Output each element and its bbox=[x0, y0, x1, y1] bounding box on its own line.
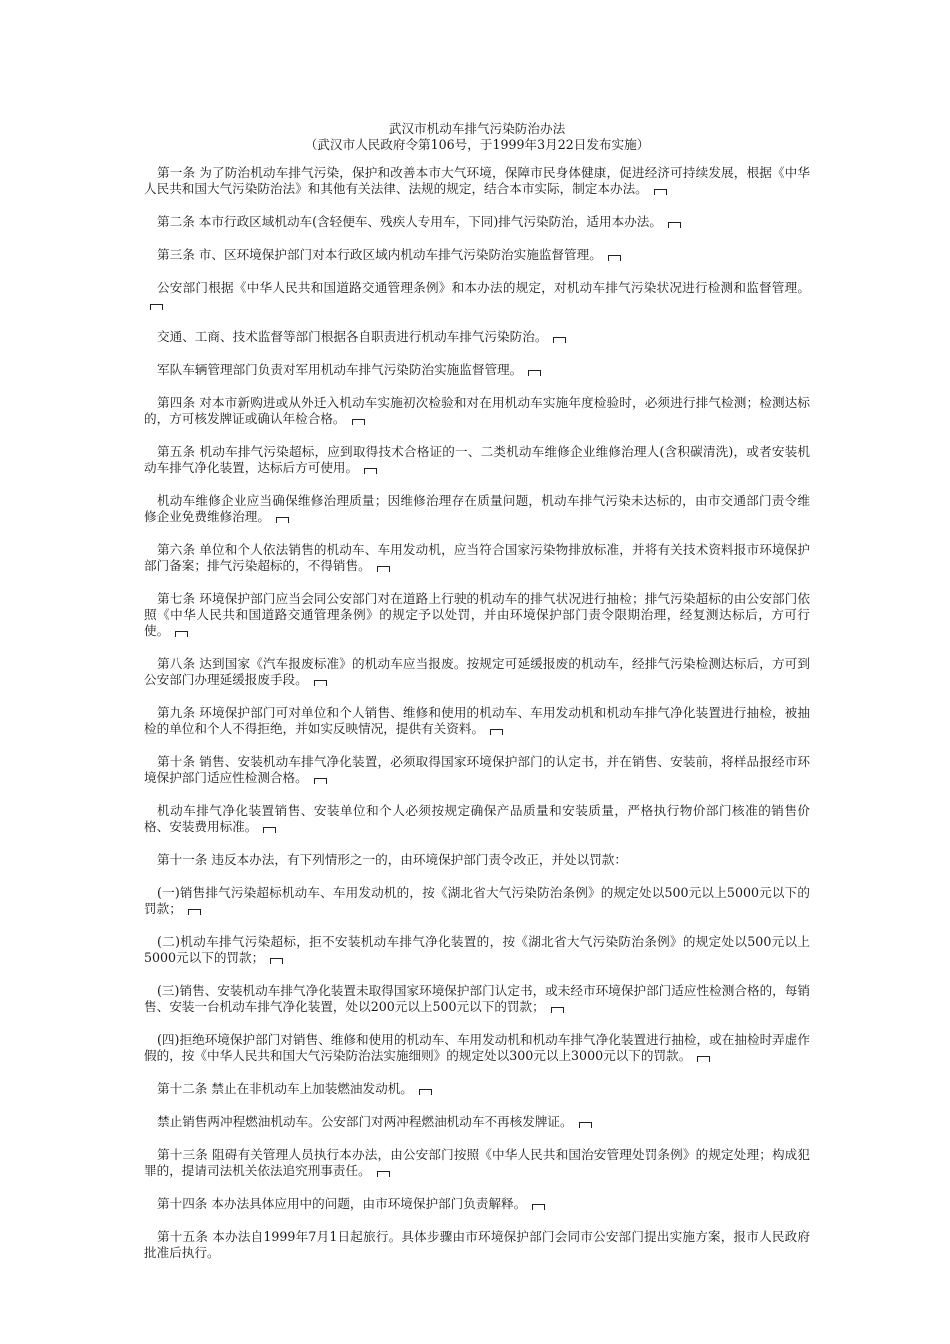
paragraph: 第十三条 阻碍有关管理人员执行本办法，由公安部门按照《中华人民共和国治安管理处罚条例》的规定处理；构成犯罪的，提请司法机关依法追究刑事责任。 bbox=[144, 1147, 810, 1178]
paragraph-mark-icon bbox=[276, 517, 289, 523]
paragraph: 第八条 达到国家《汽车报废标准》的机动车应当报废。按规定可延缓报废的机动车，经排气污染检测达标后，方可到公安部门办理延缓报废手段。 bbox=[144, 656, 810, 687]
paragraph-mark-icon bbox=[528, 370, 541, 376]
paragraph-mark-icon bbox=[314, 680, 327, 686]
paragraph-mark-icon bbox=[377, 566, 390, 572]
paragraph: 第十条 销售、安装机动车排气净化装置，必须取得国家环境保护部门的认定书，并在销售、安装前，将样品报经市环境保护部门适应性检测合格。 bbox=[144, 754, 810, 785]
paragraph-mark-icon bbox=[668, 222, 681, 228]
paragraph: 第十二条 禁止在非机动车上加装燃油发动机。 bbox=[144, 1081, 810, 1097]
paragraph: 第三条 市、区环境保护部门对本行政区域内机动车排气污染防治实施监督管理。 bbox=[144, 247, 810, 263]
paragraph-mark-icon bbox=[364, 468, 377, 474]
paragraph: 第十一条 违反本办法，有下列情形之一的，由环境保护部门责令改正，并处以罚款： bbox=[157, 852, 627, 867]
paragraph-mark-icon bbox=[377, 1171, 390, 1177]
paragraph-mark-icon bbox=[314, 778, 327, 784]
document-subtitle: （武汉市人民政府令第106号，于1999年3月22日发布实施） bbox=[304, 137, 650, 152]
paragraph-mark-icon bbox=[263, 827, 276, 833]
paragraph-mark-icon bbox=[579, 1122, 592, 1128]
paragraph-mark-icon bbox=[490, 729, 503, 735]
paragraph: (二)机动车排气污染超标，拒不安装机动车排气净化装置的，按《湖北省大气污染防治条例》的规定处以500元以上5000元以下的罚款； bbox=[144, 934, 810, 965]
paragraph-mark-icon bbox=[532, 1204, 545, 1210]
paragraph-mark-icon bbox=[175, 631, 188, 637]
paragraph: 第四条 对本市新购进或从外迁入机动车实施初次检验和对在用机动车实施年度检验时，必须进行排气检测；检测达标的，方可核发牌证或确认年检合格。 bbox=[144, 395, 810, 426]
paragraph-mark-icon bbox=[419, 1089, 432, 1095]
paragraph-mark-icon bbox=[553, 337, 566, 343]
paragraph-mark-icon bbox=[150, 304, 163, 310]
paragraph-mark-icon bbox=[654, 189, 667, 195]
paragraph: 第六条 单位和个人依法销售的机动车、车用发动机，应当符合国家污染物排放标准，并将有关技术资料报市环境保护部门备案；排气污染超标的，不得销售。 bbox=[144, 542, 810, 573]
paragraph: 第二条 本市行政区域机动车(含轻便车、残疾人专用车，下同)排气污染防治，适用本办法。 bbox=[144, 214, 810, 230]
paragraph-mark-icon bbox=[551, 1007, 564, 1013]
paragraph: 机动车维修企业应当确保维修治理质量；因维修治理存在质量问题，机动车排气污染未达标的，由市交通部门责令维修企业免费维修治理。 bbox=[144, 493, 810, 524]
paragraph: 第五条 机动车排气污染超标，应到取得技术合格证的一、二类机动车维修企业维修治理人(含积碳清洗)，或者安装机动车排气净化装置，达标后方可使用。 bbox=[144, 444, 810, 475]
paragraph-mark-icon bbox=[188, 909, 201, 915]
paragraph: 第十五条 本办法自1999年7月1日起旅行。具体步骤由市环境保护部门会同市公安部门提出实施方案，报市人民政府批准后执行。 bbox=[144, 1229, 810, 1260]
paragraph-mark-icon bbox=[608, 255, 621, 261]
paragraph: 交通、工商、技术监督等部门根据各自职责进行机动车排气污染防治。 bbox=[144, 329, 810, 345]
paragraph: (三)销售、安装机动车排气净化装置未取得国家环境保护部门认定书，或未经市环境保护部门适应性检测合格的，每销售、安装一台机动车排气净化装置，处以200元以上500元以下的罚款； bbox=[144, 983, 810, 1014]
paragraph: 机动车排气净化装置销售、安装单位和个人必须按规定确保产品质量和安装质量，严格执行物价部门核准的销售价格、安装费用标准。 bbox=[144, 803, 810, 834]
paragraph-mark-icon bbox=[697, 1056, 710, 1062]
paragraph: 禁止销售两冲程燃油机动车。公安部门对两冲程燃油机动车不再核发牌证。 bbox=[144, 1114, 810, 1130]
paragraph-mark-icon bbox=[270, 958, 283, 964]
paragraph-mark-icon bbox=[352, 419, 365, 425]
paragraph: 公安部门根据《中华人民共和国道路交通管理条例》和本办法的规定，对机动车排气污染状况进行检测和监督管理。 bbox=[144, 280, 810, 312]
paragraph: (一)销售排气污染超标机动车、车用发动机的，按《湖北省大气污染防治条例》的规定处以500元以上5000元以下的罚款； bbox=[144, 885, 810, 916]
paragraph: 第九条 环境保护部门可对单位和个人销售、维修和使用的机动车、车用发动机和机动车排气净化装置进行抽检，被抽检的单位和个人不得拒绝，并如实反映情况，提供有关资料。 bbox=[144, 705, 810, 736]
document-page bbox=[144, 121, 810, 1278]
paragraph: 第一条 为了防治机动车排气污染，保护和改善本市大气环境，保障市民身体健康，促进经济可持续发展，根据《中华人民共和国大气污染防治法》和其他有关法律、法规的规定，结合本市实际，制定本办法。 bbox=[144, 165, 810, 196]
paragraph: 第十四条 本办法具体应用中的问题，由市环境保护部门负责解释。 bbox=[144, 1196, 810, 1212]
paragraph: 军队车辆管理部门负责对军用机动车排气污染防治实施监督管理。 bbox=[144, 362, 810, 378]
document-title: 武汉市机动车排气污染防治办法 bbox=[388, 121, 566, 136]
paragraph: (四)拒绝环境保护部门对销售、维修和使用的机动车、车用发动机和机动车排气净化装置进行抽检，或在抽检时弄虚作假的，按《中华人民共和国大气污染防治法实施细则》的规定处以300元以上3000元以下的罚款。 bbox=[144, 1032, 810, 1063]
paragraph: 第七条 环境保护部门应当会同公安部门对在道路上行驶的机动车的排气状况进行抽检；排气污染超标的由公安部门依照《中华人民共和国道路交通管理条例》的规定予以处罚，并由环境保护部门责令限期治理，经复测达标后，方可行使。 bbox=[144, 591, 810, 638]
